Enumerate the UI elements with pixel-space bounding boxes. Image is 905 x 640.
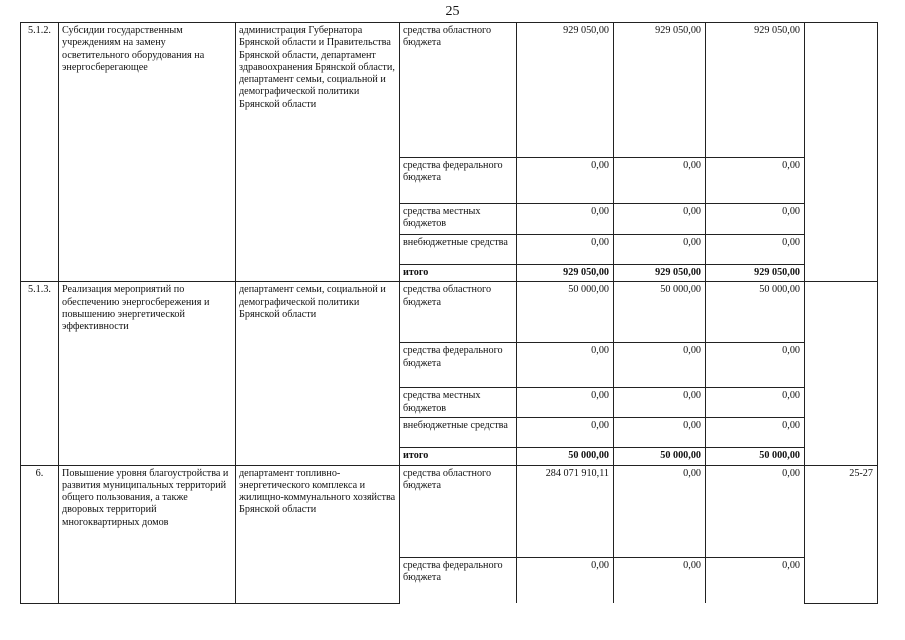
- amount-year-1: 284 071 910,11: [517, 465, 614, 557]
- amount-year-1: 0,00: [517, 388, 614, 418]
- amount-year-3: 929 050,00: [706, 23, 805, 158]
- amount-year-2: 0,00: [614, 465, 706, 557]
- amount-year-3: 0,00: [706, 235, 805, 265]
- item-executor: департамент семьи, социальной и демографической политики Брянской области: [236, 282, 400, 465]
- amount-year-1: 929 050,00: [517, 23, 614, 158]
- funding-source: средства федерального бюджета: [400, 158, 517, 204]
- amount-year-2: 50 000,00: [614, 448, 706, 465]
- amount-year-1: 50 000,00: [517, 282, 614, 343]
- funding-source: внебюджетные средства: [400, 235, 517, 265]
- amount-year-2: 929 050,00: [614, 23, 706, 158]
- amount-year-3: 0,00: [706, 557, 805, 603]
- amount-year-2: 0,00: [614, 158, 706, 204]
- funding-source: внебюджетные средства: [400, 418, 517, 448]
- funding-source: средства областного бюджета: [400, 465, 517, 557]
- amount-year-1: 929 050,00: [517, 265, 614, 282]
- item-note: 25-27: [805, 465, 878, 603]
- table-row: [21, 282, 878, 343]
- amount-year-3: 0,00: [706, 204, 805, 235]
- amount-year-2: 0,00: [614, 235, 706, 265]
- item-note: [805, 23, 878, 282]
- amount-year-3: 0,00: [706, 388, 805, 418]
- budget-table: [20, 22, 878, 604]
- amount-year-1: 50 000,00: [517, 448, 614, 465]
- page-number: 25: [445, 4, 460, 19]
- item-name: Повышение уровня благоустройства и развития муниципальных территорий общего пользования, а также дворовых территорий многоквартирных домов: [59, 465, 236, 603]
- funding-source: средства областного бюджета: [400, 282, 517, 343]
- amount-year-1: 0,00: [517, 343, 614, 388]
- funding-source: итого: [400, 448, 517, 465]
- amount-year-2: 0,00: [614, 418, 706, 448]
- amount-year-2: 0,00: [614, 343, 706, 388]
- amount-year-2: 0,00: [614, 388, 706, 418]
- item-note: [805, 282, 878, 465]
- funding-source: средства местных бюджетов: [400, 388, 517, 418]
- amount-year-2: 929 050,00: [614, 265, 706, 282]
- amount-year-2: 0,00: [614, 204, 706, 235]
- amount-year-3: 50 000,00: [706, 282, 805, 343]
- item-code: 5.1.3.: [21, 282, 59, 465]
- funding-source: итого: [400, 265, 517, 282]
- amount-year-3: 50 000,00: [706, 448, 805, 465]
- amount-year-1: 0,00: [517, 158, 614, 204]
- amount-year-3: 0,00: [706, 158, 805, 204]
- amount-year-2: 50 000,00: [614, 282, 706, 343]
- funding-source: средства местных бюджетов: [400, 204, 517, 235]
- item-executor: администрация Губернатора Брянской области и Правительства Брянской области, департамент здравоохранения Брянской области, департамент семьи, социальной и демографической политики Брянской области: [236, 23, 400, 282]
- funding-source: средства областного бюджета: [400, 23, 517, 158]
- amount-year-3: 0,00: [706, 343, 805, 388]
- item-code: 6.: [21, 465, 59, 603]
- amount-year-1: 0,00: [517, 418, 614, 448]
- amount-year-1: 0,00: [517, 204, 614, 235]
- amount-year-1: 0,00: [517, 557, 614, 603]
- amount-year-1: 0,00: [517, 235, 614, 265]
- item-name: Субсидии государственным учреждениям на замену осветительного оборудования на энергосберегающее: [59, 23, 236, 282]
- table-row: [21, 23, 878, 158]
- item-name: Реализация мероприятий по обеспечению энергосбережения и повышению энергетической эффективности: [59, 282, 236, 465]
- funding-source: средства федерального бюджета: [400, 557, 517, 603]
- amount-year-3: 929 050,00: [706, 265, 805, 282]
- item-code: 5.1.2.: [21, 23, 59, 282]
- amount-year-2: 0,00: [614, 557, 706, 603]
- table-row: [21, 465, 878, 557]
- amount-year-3: 0,00: [706, 418, 805, 448]
- amount-year-3: 0,00: [706, 465, 805, 557]
- item-executor: департамент топливно-энергетического комплекса и жилищно-коммунального хозяйства Брянской области: [236, 465, 400, 603]
- funding-source: средства федерального бюджета: [400, 343, 517, 388]
